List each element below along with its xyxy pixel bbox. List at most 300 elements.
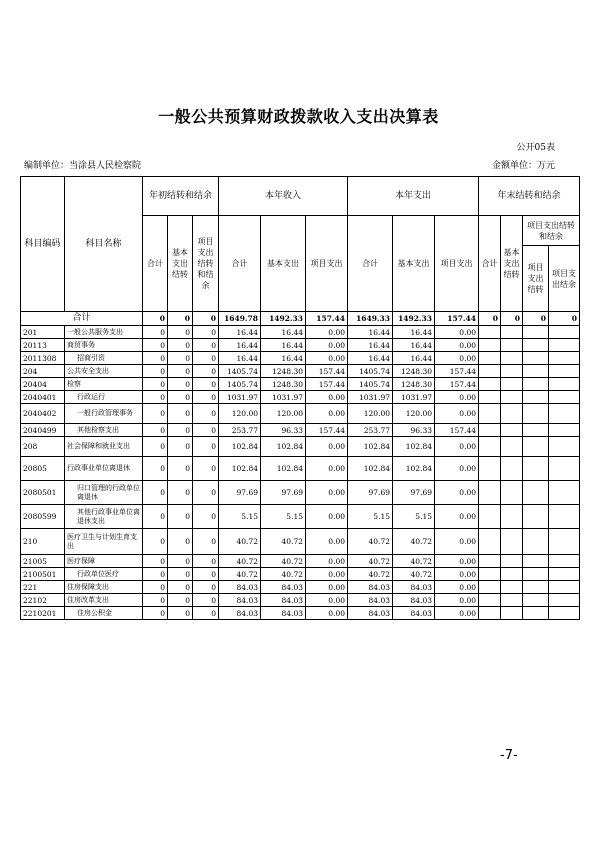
value-cell <box>523 607 549 620</box>
value-cell <box>523 391 549 404</box>
value-cell: 16.44 <box>348 352 393 365</box>
value-cell: 0.00 <box>306 555 348 568</box>
value-cell: 0 <box>168 424 193 437</box>
value-cell <box>523 529 549 555</box>
header-expense-basic: 基本支出 <box>393 216 435 312</box>
table-row <box>21 481 580 505</box>
value-cell: 0 <box>143 457 168 481</box>
value-cell <box>523 581 549 594</box>
table-row <box>21 581 580 594</box>
value-cell <box>523 339 549 352</box>
value-cell <box>479 481 501 505</box>
value-cell: 0 <box>193 391 219 404</box>
subject-name-cell: 一般行政管理事务 <box>65 404 143 424</box>
table-row <box>21 568 580 581</box>
value-cell: 16.44 <box>219 326 261 339</box>
value-cell: 0 <box>143 481 168 505</box>
value-cell: 40.72 <box>219 568 261 581</box>
value-cell: 84.03 <box>348 581 393 594</box>
value-cell <box>549 481 580 505</box>
subject-code-cell: 201 <box>21 326 65 339</box>
subject-name-cell: 行政单位医疗 <box>65 568 143 581</box>
value-cell: 102.84 <box>261 457 306 481</box>
value-cell: 5.15 <box>219 505 261 529</box>
value-cell: 0 <box>168 339 193 352</box>
value-cell: 0 <box>143 437 168 457</box>
value-cell: 97.69 <box>219 481 261 505</box>
value-cell: 16.44 <box>348 339 393 352</box>
value-cell: 0 <box>143 339 168 352</box>
value-cell: 84.03 <box>261 581 306 594</box>
value-cell <box>523 404 549 424</box>
value-cell: 40.72 <box>261 568 306 581</box>
value-cell <box>549 339 580 352</box>
table-row <box>21 594 580 607</box>
value-cell <box>523 594 549 607</box>
subject-name-cell: 检察 <box>65 378 143 391</box>
value-cell: 0 <box>168 378 193 391</box>
value-cell <box>501 529 523 555</box>
subject-name-cell: 一般公共服务支出 <box>65 326 143 339</box>
value-cell <box>549 555 580 568</box>
header-end-basic: 基本支出结转 <box>501 216 523 312</box>
value-cell <box>479 568 501 581</box>
subject-code-cell: 2210201 <box>21 607 65 620</box>
value-cell: 253.77 <box>219 424 261 437</box>
value-cell: 0.00 <box>306 352 348 365</box>
value-cell: 0 <box>193 352 219 365</box>
value-cell <box>501 607 523 620</box>
value-cell <box>501 594 523 607</box>
value-cell: 0 <box>193 378 219 391</box>
value-cell: 84.03 <box>219 594 261 607</box>
value-cell: 0 <box>193 424 219 437</box>
value-cell: 0.00 <box>435 352 479 365</box>
value-cell <box>501 326 523 339</box>
value-cell: 0.00 <box>435 555 479 568</box>
value-cell: 0.00 <box>435 481 479 505</box>
table-body <box>21 326 580 620</box>
table-row <box>21 378 580 391</box>
total-cell: 1492.33 <box>393 312 435 326</box>
subject-code-cell: 21005 <box>21 555 65 568</box>
value-cell: 120.00 <box>393 404 435 424</box>
value-cell: 84.03 <box>219 581 261 594</box>
total-cell: 0 <box>501 312 523 326</box>
value-cell: 0.00 <box>306 581 348 594</box>
header-begin-basic: 基本支出结转 <box>168 216 193 312</box>
value-cell: 16.44 <box>261 339 306 352</box>
total-cell: 0 <box>143 312 168 326</box>
value-cell <box>501 437 523 457</box>
subject-name-cell: 其他行政事业单位离退休支出 <box>65 505 143 529</box>
value-cell <box>479 326 501 339</box>
value-cell: 0 <box>143 365 168 378</box>
value-cell: 0.00 <box>306 481 348 505</box>
value-cell <box>479 555 501 568</box>
value-cell: 0.00 <box>435 505 479 529</box>
value-cell: 1031.97 <box>393 391 435 404</box>
value-cell: 0.00 <box>306 607 348 620</box>
header-subject-code: 科目编码 <box>21 177 65 312</box>
subject-name-cell: 住房保障支出 <box>65 581 143 594</box>
value-cell <box>549 437 580 457</box>
value-cell <box>523 457 549 481</box>
value-cell: 120.00 <box>348 404 393 424</box>
value-cell <box>479 529 501 555</box>
value-cell: 16.44 <box>393 339 435 352</box>
value-cell: 0 <box>193 505 219 529</box>
value-cell <box>523 326 549 339</box>
value-cell <box>523 555 549 568</box>
budget-table <box>20 176 580 620</box>
value-cell: 0 <box>168 505 193 529</box>
value-cell <box>501 391 523 404</box>
header-end-group: 年末结转和结余 <box>479 177 580 216</box>
table-row <box>21 391 580 404</box>
table-row <box>21 339 580 352</box>
value-cell: 1405.74 <box>348 378 393 391</box>
value-cell: 0.00 <box>435 326 479 339</box>
value-cell: 0 <box>193 404 219 424</box>
value-cell: 40.72 <box>393 529 435 555</box>
value-cell: 157.44 <box>435 365 479 378</box>
value-cell: 0.00 <box>435 581 479 594</box>
header-end-total: 合计 <box>479 216 501 312</box>
value-cell: 0.00 <box>435 594 479 607</box>
value-cell <box>523 378 549 391</box>
value-cell: 0.00 <box>306 568 348 581</box>
value-cell <box>479 391 501 404</box>
value-cell: 0 <box>193 581 219 594</box>
value-cell: 16.44 <box>393 326 435 339</box>
value-cell: 157.44 <box>435 424 479 437</box>
value-cell: 102.84 <box>348 437 393 457</box>
value-cell <box>501 481 523 505</box>
value-cell: 16.44 <box>261 326 306 339</box>
subject-code-cell: 2080501 <box>21 481 65 505</box>
value-cell: 0.00 <box>306 437 348 457</box>
value-cell: 84.03 <box>261 607 306 620</box>
value-cell: 0 <box>193 529 219 555</box>
value-cell: 0 <box>193 457 219 481</box>
value-cell: 0.00 <box>435 437 479 457</box>
value-cell: 1031.97 <box>219 391 261 404</box>
value-cell <box>479 437 501 457</box>
value-cell: 120.00 <box>261 404 306 424</box>
header-income-project: 项目支出 <box>306 216 348 312</box>
header-end-project-group: 项目支出结转和结余 <box>523 216 580 246</box>
value-cell: 157.44 <box>435 378 479 391</box>
value-cell <box>549 594 580 607</box>
value-cell <box>479 365 501 378</box>
subject-code-cell: 20805 <box>21 457 65 481</box>
value-cell: 1405.74 <box>348 365 393 378</box>
value-cell: 0 <box>143 607 168 620</box>
value-cell: 16.44 <box>393 352 435 365</box>
value-cell: 0.00 <box>306 326 348 339</box>
value-cell: 84.03 <box>261 594 306 607</box>
value-cell: 0 <box>168 594 193 607</box>
subject-name-cell: 住房改革支出 <box>65 594 143 607</box>
subject-name-cell: 医疗卫生与计划生育支出 <box>65 529 143 555</box>
value-cell <box>523 365 549 378</box>
subject-name-cell: 住房公积金 <box>65 607 143 620</box>
subject-code-cell: 221 <box>21 581 65 594</box>
value-cell: 0.00 <box>435 391 479 404</box>
value-cell: 16.44 <box>261 352 306 365</box>
value-cell <box>501 404 523 424</box>
value-cell: 102.84 <box>393 437 435 457</box>
value-cell: 0.00 <box>306 529 348 555</box>
value-cell <box>549 326 580 339</box>
unit-label: 金额单位：万元 <box>491 161 555 171</box>
value-cell: 0.00 <box>435 529 479 555</box>
value-cell: 1248.30 <box>393 378 435 391</box>
header-income-total: 合计 <box>219 216 261 312</box>
value-cell <box>549 365 580 378</box>
value-cell: 5.15 <box>261 505 306 529</box>
value-cell: 0 <box>143 529 168 555</box>
value-cell <box>523 437 549 457</box>
value-cell: 0.00 <box>306 404 348 424</box>
value-cell <box>479 607 501 620</box>
value-cell: 0.00 <box>306 594 348 607</box>
value-cell: 253.77 <box>348 424 393 437</box>
value-cell: 0.00 <box>435 607 479 620</box>
value-cell <box>501 555 523 568</box>
subject-code-cell: 2080599 <box>21 505 65 529</box>
value-cell <box>549 352 580 365</box>
value-cell: 84.03 <box>348 607 393 620</box>
value-cell <box>549 581 580 594</box>
value-cell <box>479 339 501 352</box>
header-end-project-carry: 项目支出结转 <box>523 246 549 312</box>
value-cell: 84.03 <box>219 607 261 620</box>
value-cell: 0 <box>193 326 219 339</box>
subject-code-cell: 20404 <box>21 378 65 391</box>
value-cell: 40.72 <box>348 568 393 581</box>
value-cell: 40.72 <box>393 555 435 568</box>
subject-name-cell: 行政事业单位离退休 <box>65 457 143 481</box>
value-cell <box>549 404 580 424</box>
value-cell: 0 <box>168 437 193 457</box>
value-cell: 0 <box>168 481 193 505</box>
value-cell: 102.84 <box>219 437 261 457</box>
value-cell: 0 <box>168 365 193 378</box>
value-cell: 102.84 <box>348 457 393 481</box>
value-cell: 40.72 <box>219 529 261 555</box>
table-row <box>21 529 580 555</box>
value-cell: 40.72 <box>219 555 261 568</box>
total-cell: 1649.78 <box>219 312 261 326</box>
value-cell: 97.69 <box>261 481 306 505</box>
value-cell: 0 <box>143 391 168 404</box>
header-expense-project: 项目支出 <box>435 216 479 312</box>
header-expense-total: 合计 <box>348 216 393 312</box>
value-cell: 1248.30 <box>261 378 306 391</box>
value-cell: 40.72 <box>348 555 393 568</box>
page-number: -7- <box>500 748 518 763</box>
value-cell: 157.44 <box>306 424 348 437</box>
value-cell <box>479 505 501 529</box>
value-cell: 1031.97 <box>348 391 393 404</box>
value-cell: 0 <box>168 404 193 424</box>
subject-name-cell: 其他检察支出 <box>65 424 143 437</box>
value-cell: 40.72 <box>348 529 393 555</box>
value-cell: 0 <box>143 581 168 594</box>
value-cell <box>501 378 523 391</box>
value-cell <box>479 457 501 481</box>
value-cell: 0.00 <box>306 505 348 529</box>
value-cell: 0 <box>193 339 219 352</box>
page-title: 一般公共预算财政拨款收入支出决算表 <box>158 107 439 126</box>
value-cell: 84.03 <box>393 581 435 594</box>
subject-name-cell: 行政运行 <box>65 391 143 404</box>
table-row <box>21 424 580 437</box>
value-cell: 0 <box>143 326 168 339</box>
value-cell: 1248.30 <box>393 365 435 378</box>
total-cell: 0 <box>549 312 580 326</box>
header-begin-project: 项目支出结转和结余 <box>193 216 219 312</box>
value-cell <box>549 505 580 529</box>
value-cell <box>479 424 501 437</box>
value-cell: 102.84 <box>393 457 435 481</box>
value-cell: 5.15 <box>348 505 393 529</box>
value-cell: 0 <box>143 594 168 607</box>
value-cell <box>523 424 549 437</box>
header-income-group: 本年收入 <box>219 177 348 216</box>
value-cell <box>549 529 580 555</box>
value-cell <box>501 424 523 437</box>
value-cell: 0 <box>193 555 219 568</box>
value-cell: 1031.97 <box>261 391 306 404</box>
value-cell: 120.00 <box>219 404 261 424</box>
total-cell: 0 <box>168 312 193 326</box>
table-row <box>21 404 580 424</box>
value-cell: 84.03 <box>393 607 435 620</box>
value-cell: 0 <box>168 326 193 339</box>
total-cell: 1492.33 <box>261 312 306 326</box>
subject-code-cell: 2040402 <box>21 404 65 424</box>
value-cell: 16.44 <box>219 352 261 365</box>
value-cell <box>549 378 580 391</box>
total-cell: 157.44 <box>306 312 348 326</box>
total-cell: 0 <box>523 312 549 326</box>
value-cell: 0.00 <box>306 457 348 481</box>
value-cell: 0 <box>168 555 193 568</box>
subject-code-cell: 2040499 <box>21 424 65 437</box>
value-cell: 1405.74 <box>219 378 261 391</box>
header-expense-group: 本年支出 <box>348 177 479 216</box>
value-cell: 0 <box>168 457 193 481</box>
value-cell: 97.69 <box>393 481 435 505</box>
value-cell: 0 <box>168 391 193 404</box>
table-row <box>21 437 580 457</box>
value-cell: 84.03 <box>393 594 435 607</box>
value-cell: 0 <box>193 365 219 378</box>
value-cell: 40.72 <box>261 529 306 555</box>
org-label: 编制单位：当涂县人民检察院 <box>24 161 142 171</box>
value-cell <box>501 457 523 481</box>
value-cell: 0 <box>193 481 219 505</box>
value-cell: 0 <box>143 352 168 365</box>
subject-code-cell: 208 <box>21 437 65 457</box>
value-cell <box>479 352 501 365</box>
value-cell: 96.33 <box>261 424 306 437</box>
total-cell: 1649.33 <box>348 312 393 326</box>
value-cell: 0 <box>143 424 168 437</box>
value-cell <box>549 391 580 404</box>
total-row <box>21 312 580 326</box>
value-cell: 16.44 <box>348 326 393 339</box>
value-cell <box>501 505 523 529</box>
total-label: 合计 <box>21 312 143 326</box>
value-cell <box>549 457 580 481</box>
value-cell <box>501 352 523 365</box>
value-cell <box>501 365 523 378</box>
table-row <box>21 326 580 339</box>
value-cell: 102.84 <box>219 457 261 481</box>
value-cell: 0 <box>143 555 168 568</box>
subject-name-cell: 归口管理的行政单位离退休 <box>65 481 143 505</box>
value-cell <box>523 481 549 505</box>
value-cell: 0 <box>193 437 219 457</box>
header-end-project-surplus: 项目支出结余 <box>549 246 580 312</box>
value-cell <box>523 352 549 365</box>
subject-code-cell: 210 <box>21 529 65 555</box>
total-cell: 0 <box>479 312 501 326</box>
value-cell <box>501 568 523 581</box>
value-cell: 5.15 <box>393 505 435 529</box>
value-cell: 16.44 <box>219 339 261 352</box>
value-cell: 0 <box>168 352 193 365</box>
form-code: 公开05表 <box>516 143 555 153</box>
value-cell: 1248.30 <box>261 365 306 378</box>
value-cell: 40.72 <box>393 568 435 581</box>
value-cell <box>479 378 501 391</box>
header-income-basic: 基本支出 <box>261 216 306 312</box>
value-cell <box>501 339 523 352</box>
value-cell: 0 <box>168 529 193 555</box>
value-cell: 0 <box>193 568 219 581</box>
value-cell: 40.72 <box>261 555 306 568</box>
table-row <box>21 457 580 481</box>
subject-code-cell: 2100501 <box>21 568 65 581</box>
value-cell <box>549 607 580 620</box>
subject-code-cell: 2040401 <box>21 391 65 404</box>
table-row <box>21 607 580 620</box>
value-cell <box>479 581 501 594</box>
value-cell <box>523 505 549 529</box>
value-cell: 0 <box>143 378 168 391</box>
value-cell: 0.00 <box>306 391 348 404</box>
value-cell: 0.00 <box>435 457 479 481</box>
total-cell: 157.44 <box>435 312 479 326</box>
value-cell: 0 <box>168 568 193 581</box>
value-cell: 0.00 <box>306 339 348 352</box>
value-cell: 97.69 <box>348 481 393 505</box>
table-row <box>21 365 580 378</box>
value-cell <box>549 424 580 437</box>
total-cell: 0 <box>193 312 219 326</box>
value-cell: 96.33 <box>393 424 435 437</box>
subject-name-cell: 招商引资 <box>65 352 143 365</box>
table-row <box>21 505 580 529</box>
value-cell <box>479 404 501 424</box>
value-cell: 0 <box>193 607 219 620</box>
value-cell: 1405.74 <box>219 365 261 378</box>
